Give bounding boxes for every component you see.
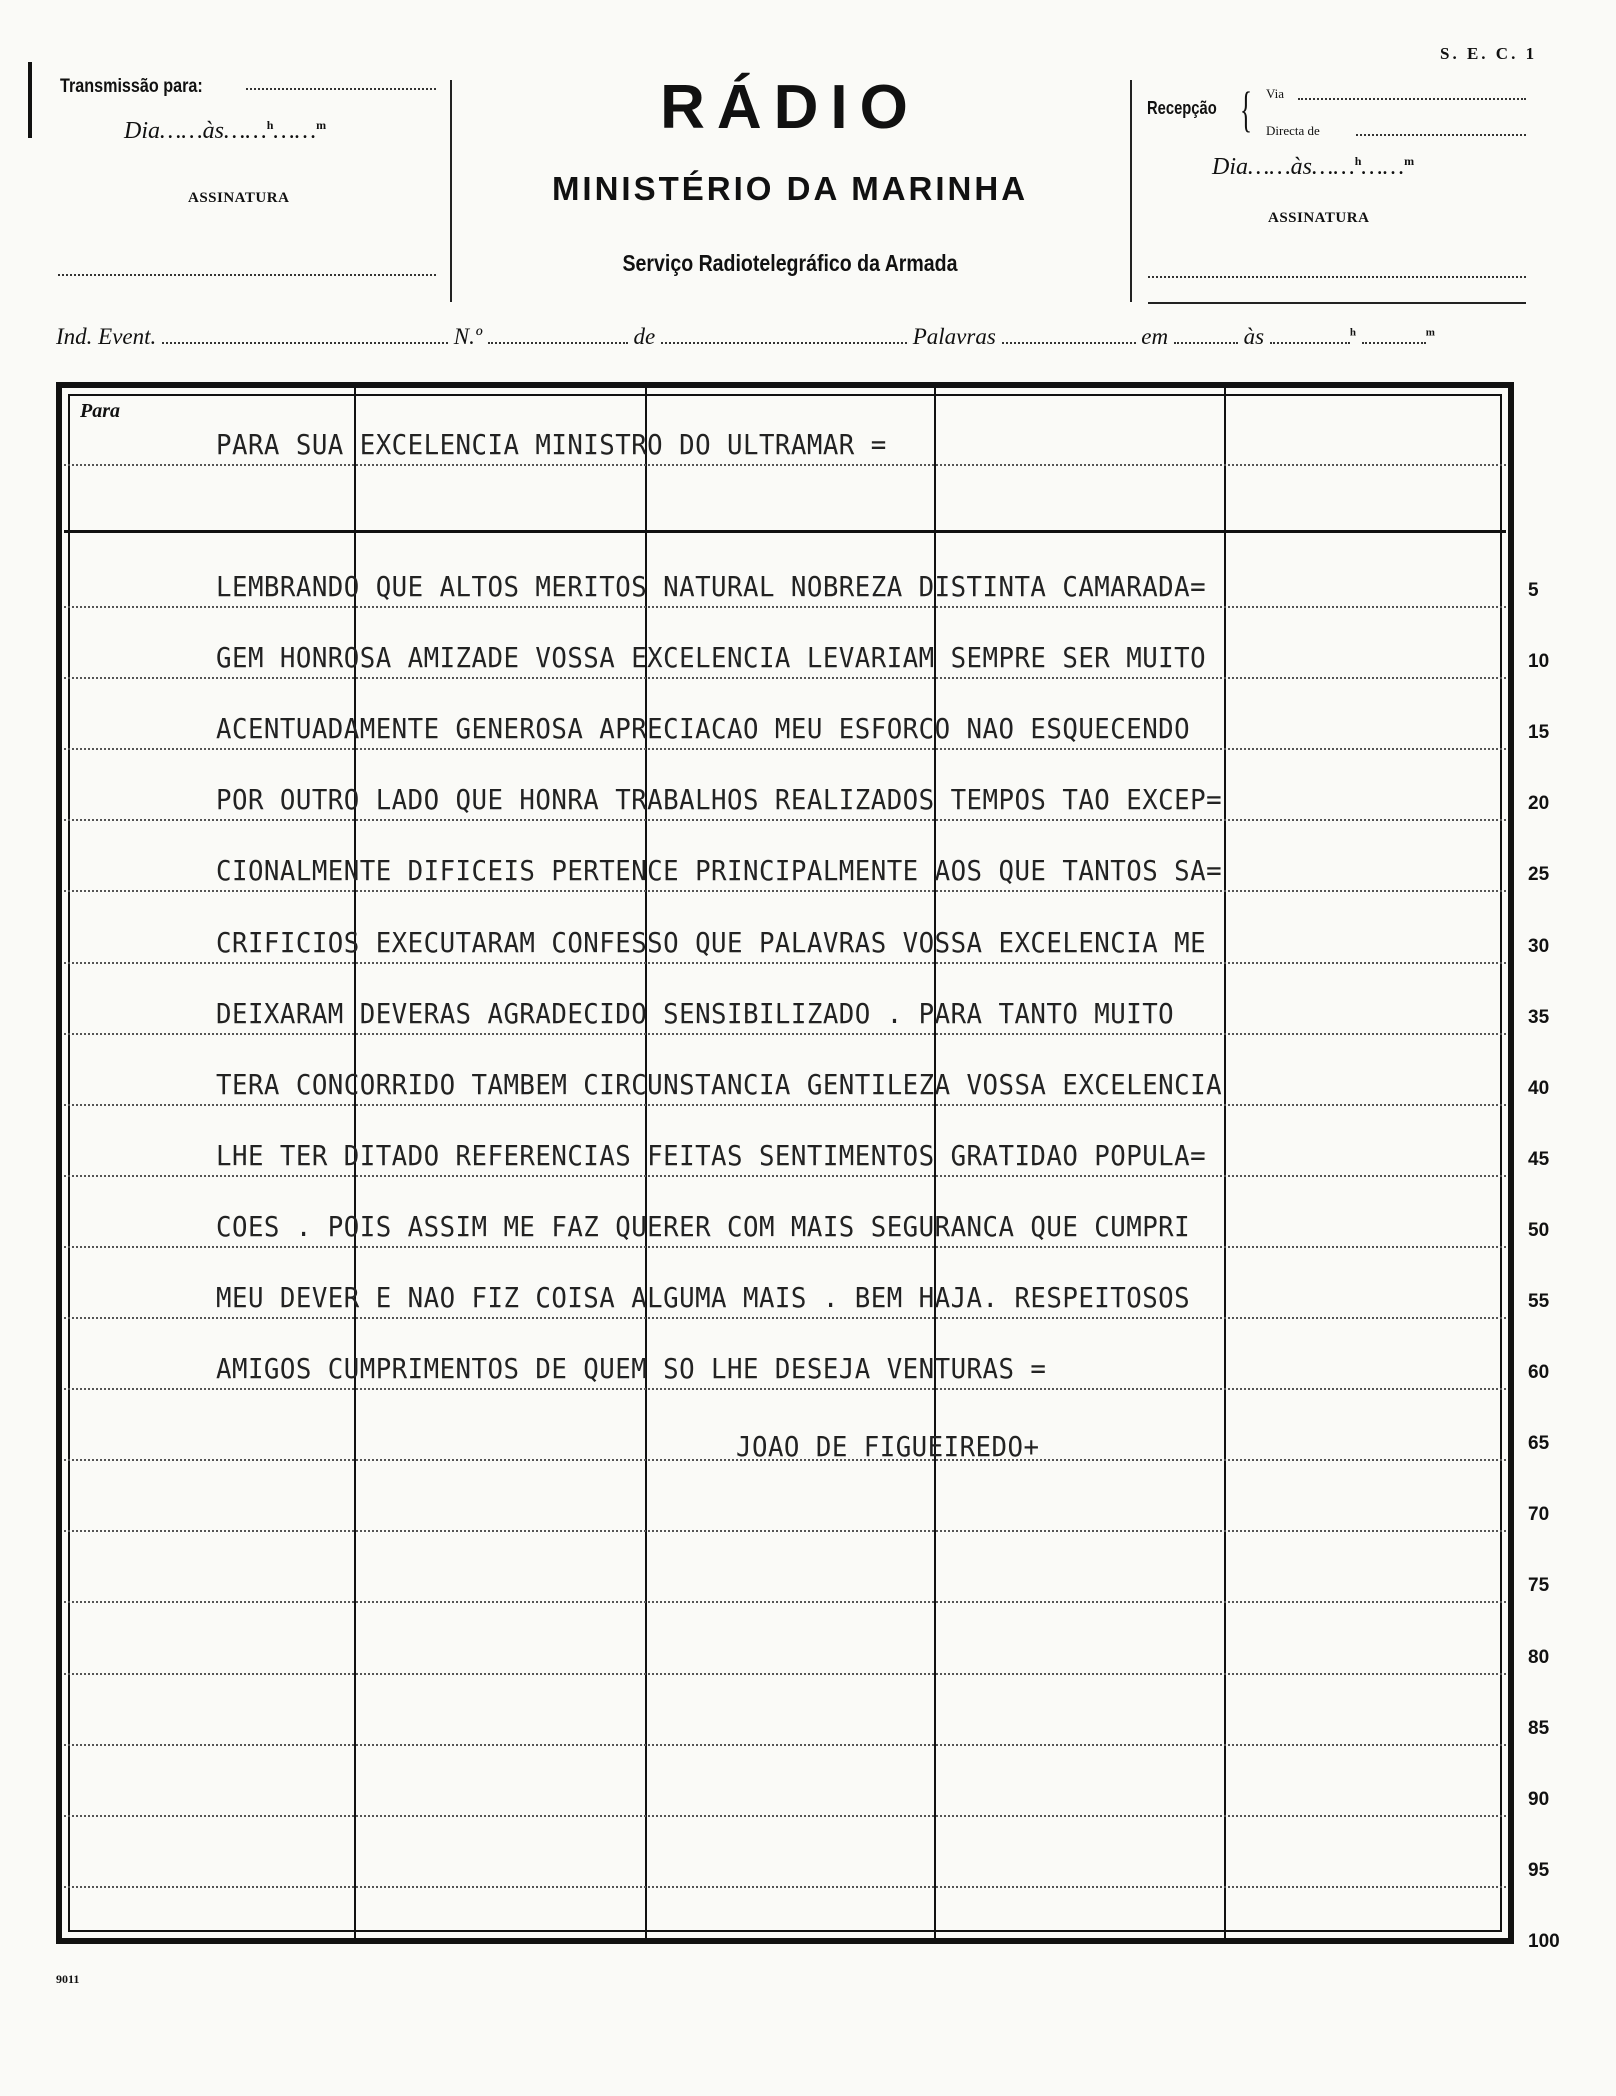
ministry-title: MINISTÉRIO DA MARINHA [551,170,1029,207]
row-rule [64,606,1506,608]
message-line: GEM HONROSA AMIZADE VOSSA EXCELENCIA LEVARIAM SEMPRE SER MUITO [216,641,1207,674]
word-count-marker: 40 [1528,1078,1550,1099]
em-field[interactable] [1174,338,1238,344]
row-rule [64,819,1506,821]
palavras-field[interactable] [1002,338,1136,344]
minute-mark: m [1425,326,1435,339]
word-count-marker: 80 [1528,1647,1550,1668]
address-line: PARA SUA EXCELENCIA MINISTRO DO ULTRAMAR = [216,428,887,461]
row-rule [64,1530,1506,1532]
ind-event-field[interactable] [162,338,448,344]
word-count-marker: 60 [1528,1362,1550,1383]
word-count-marker: 85 [1528,1718,1550,1739]
word-count-marker: 100 [1528,1931,1560,1952]
word-count-marker: 25 [1528,864,1550,885]
transmission-field[interactable] [246,88,436,90]
message-line: TERA CONCORRIDO TAMBEM CIRCUNSTANCIA GENTILEZA VOSSA EXCELENCIA [216,1068,1223,1101]
transmission-time: Dia……às……$^h$……$^m$ [124,118,327,144]
word-count-marker: 35 [1528,1007,1550,1028]
reception-time: Dia……às……$^h$……$^m$ [1212,154,1415,180]
reception-signature-label: ASSINATURA [1268,210,1370,226]
row-rule [64,1175,1506,1177]
row-rule [64,464,1506,466]
transmission-label: Transmissão para: [60,76,203,97]
hour-field[interactable] [1270,338,1350,344]
row-rule [64,962,1506,964]
column-divider [1224,388,1226,1938]
row-rule [64,1246,1506,1248]
reception-via-label: Via [1266,86,1284,101]
word-count-marker: 55 [1528,1291,1550,1312]
row-rule [64,748,1506,750]
service-subtitle: Serviço Radiotelegráfico da Armada [622,250,958,276]
number-field[interactable] [488,338,628,344]
reception-dia-text: Dia……às…… [1212,154,1355,180]
word-count-marker: 70 [1528,1504,1550,1525]
row-rule [64,677,1506,679]
reception-brace: { [1240,81,1252,137]
message-line: MEU DEVER E NAO FIZ COISA ALGUMA MAIS . BEM HAJA. RESPEITOSOS [216,1281,1191,1314]
reception-label: Recepção [1147,98,1217,118]
ind-event-label: Ind. Event. [56,324,157,349]
reception-h: h [1354,154,1362,168]
word-count-marker: 30 [1528,936,1550,957]
word-count-marker: 75 [1528,1575,1550,1596]
form-number: 9011 [56,1972,80,1986]
transmission-signature-label: ASSINATURA [188,190,290,206]
row-rule [64,1104,1506,1106]
message-line: LEMBRANDO QUE ALTOS MERITOS NATURAL NOBREZA DISTINTA CAMARADA= [216,570,1207,603]
de-label: de [633,324,656,349]
message-line: POR OUTRO LADO QUE HONRA TRABALHOS REALIZADOS TEMPOS TAO EXCEP= [216,783,1223,816]
word-count-marker: 65 [1528,1433,1550,1454]
row-rule [64,1033,1506,1035]
para-label: Para [80,400,120,422]
row-rule [64,1744,1506,1746]
row-rule [64,1673,1506,1675]
de-field[interactable] [661,338,907,344]
header-divider-right [1130,80,1132,302]
indicator-line [56,324,1526,350]
message-line: AMIGOS CUMPRIMENTOS DE QUEM SO LHE DESEJA VENTURAS = [216,1352,1047,1385]
row-rule [64,890,1506,892]
word-count-marker: 20 [1528,793,1550,814]
reception-signature-field[interactable] [1148,276,1526,278]
word-count-marker: 50 [1528,1220,1550,1241]
transmission-h: h [266,118,274,132]
palavras-label: Palavras [912,324,996,349]
message-line: CRIFICIOS EXECUTARAM CONFESSO QUE PALAVRAS VOSSA EXCELENCIA ME [216,926,1207,959]
address-separator [64,530,1506,533]
signature-line: JOAO DE FIGUEIREDO+ [736,1430,1040,1463]
margin-mark [28,62,32,138]
reception-directa-field[interactable] [1356,134,1526,136]
message-line: LHE TER DITADO REFERENCIAS FEITAS SENTIMENTOS GRATIDAO POPULA= [216,1139,1207,1172]
reception-via-field[interactable] [1298,98,1526,100]
transmission-signature-field[interactable] [58,274,436,276]
reception-underline [1148,302,1526,304]
minute-field[interactable] [1362,338,1426,344]
transmission-m: m [316,118,327,132]
reception-directa-label: Directa de [1266,123,1320,138]
row-rule [64,1601,1506,1603]
message-line: CIONALMENTE DIFICEIS PERTENCE PRINCIPALMENTE AOS QUE TANTOS SA= [216,854,1223,887]
form-code: S. E. C. 1 [1440,44,1538,63]
em-label: em [1141,324,1169,349]
message-line: ACENTUADAMENTE GENEROSA APRECIACAO MEU ESFORCO NAO ESQUECENDO [216,712,1191,745]
hour-mark: h [1349,326,1356,339]
word-count-marker: 10 [1528,651,1550,672]
row-rule [64,1388,1506,1390]
row-rule [64,1815,1506,1817]
reception-m: m [1404,154,1415,168]
as-label: às [1243,324,1265,349]
word-count-marker: 95 [1528,1860,1550,1881]
transmission-dia-text: Dia……às…… [124,118,267,144]
word-count-marker: 45 [1528,1149,1550,1170]
number-label: N.º [453,324,482,349]
page-title: RÁDIO [660,73,920,142]
row-rule [64,1317,1506,1319]
word-count-marker: 5 [1528,580,1539,601]
message-line: DEIXARAM DEVERAS AGRADECIDO SENSIBILIZADO . PARA TANTO MUITO [216,997,1175,1030]
word-count-marker: 15 [1528,722,1550,743]
word-count-marker: 90 [1528,1789,1550,1810]
row-rule [64,1886,1506,1888]
message-line: COES . POIS ASSIM ME FAZ QUERER COM MAIS SEGURANCA QUE CUMPRI [216,1210,1191,1243]
